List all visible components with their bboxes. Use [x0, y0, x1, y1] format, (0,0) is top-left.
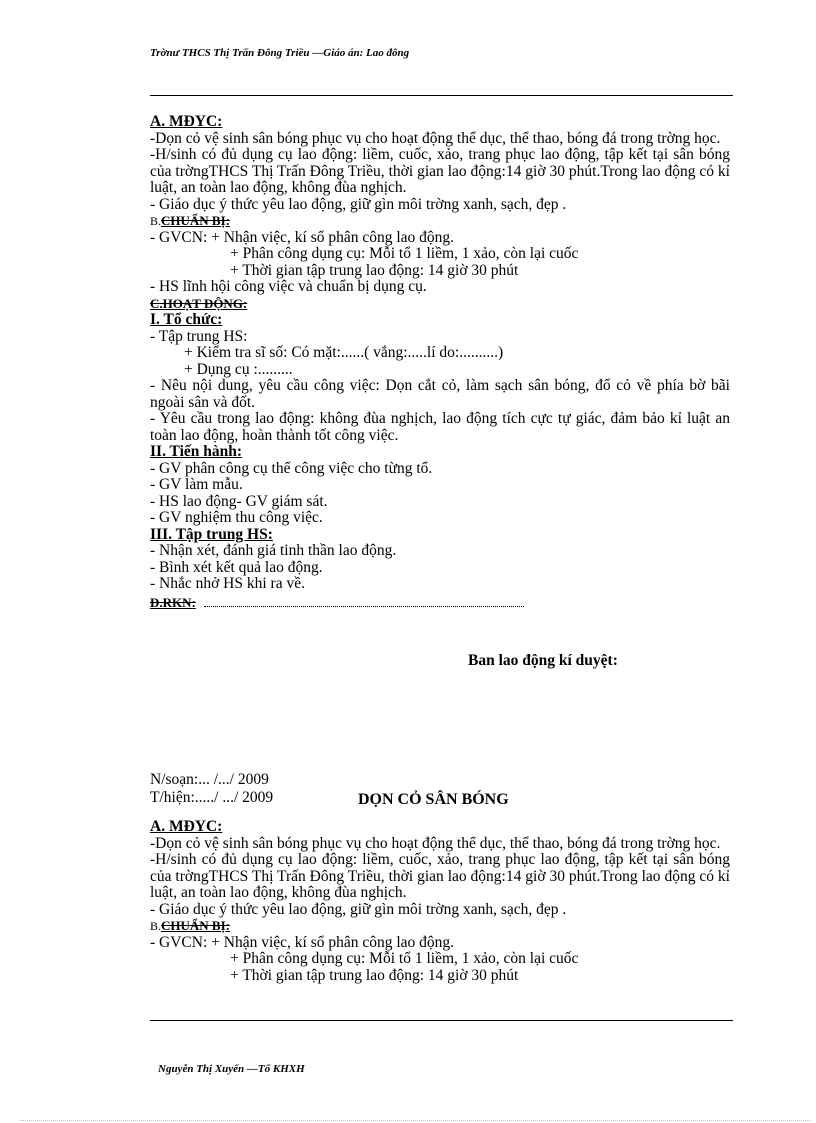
section-a-heading: A. MĐYC: [150, 113, 223, 130]
prep-date: N/soạn:... /.../ 2009 [150, 771, 269, 788]
tools-line: + Phân công dụng cụ: Mỗi tổ 1 liềm, 1 xảo, còn lại cuốc [230, 245, 579, 262]
proc-line-1: - GV phân công cụ thể công việc cho từng tổ. [150, 459, 433, 477]
proc-line-4: - GV nghiệm thu công việc. [150, 509, 323, 526]
tools-check-line: + Dụng cụ :......... [184, 360, 293, 378]
attendance-line: + Kiểm tra sĩ số: Có mặt:......( vắng:.....lí do:..........) [184, 344, 504, 361]
content-paragraph: - Nêu nội dung, yêu cầu công việc: Dọn cắt cỏ, làm sạch sân bóng, đổ cỏ về phía bờ bãi ngoài sân và đốt. [150, 377, 730, 411]
hs-prepare-line: - HS lĩnh hội công việc và chuẩn bị dụng cụ. [150, 278, 427, 295]
requirement-paragraph: - Yêu cầu trong lao động: không đùa nghịch, lao động tích cực tự giác, đảm bảo kỉ luật an toàn lao động, hoàn thành tốt công việc. [150, 410, 730, 444]
gvcn-line: - GVCN: + Nhận việc, kí sổ phân công lao động. [150, 933, 455, 951]
approval-signature-label: Ban lao động kí duyệt: [468, 652, 618, 669]
goal-paragraph: -Dọn cỏ vệ sinh sân bóng phục vụ cho hoạt động thể dục, thể thao, bóng đá trong trờng học. [150, 834, 721, 852]
goal-paragraph: -Dọn cỏ vệ sinh sân bóng phục vụ cho hoạt động thể dục, thể thao, bóng đá trong trờng học. [150, 129, 721, 147]
education-paragraph: - Giáo dục ý thức yêu lao động, giữ gìn môi trờng xanh, sạch, đẹp . [150, 195, 567, 213]
education-paragraph: - Giáo dục ý thức yêu lao động, giữ gìn môi trờng xanh, sạch, đẹp . [150, 900, 567, 918]
page-bottom-dotted-line [20, 1120, 810, 1121]
section-i-heading: I. Tổ chức: [150, 311, 223, 328]
tools-line: + Phân công dụng cụ: Mỗi tổ 1 liềm, 1 xảo, còn lại cuốc [230, 950, 579, 967]
equipment-paragraph: -H/sinh có đủ dụng cụ lao động: liềm, cuốc, xảo, trang phục lao động, tập kết tại sân bóng của trờngTHCS Thị Trấn Đông Triều, thời gian lao động:14 giờ 30 phút.Trong lao động có kỉ luật, an toàn lao động, không đùa nghịch. [150, 146, 730, 196]
lesson-block-2 [150, 819, 730, 984]
page-header: Trờnư THCS Thị Trấn Đông Triều —Giáo án: Lao đông [150, 47, 410, 59]
proc-line-3: - HS lao động- GV giám sát. [150, 492, 328, 510]
section-iii-heading: III. Tập trung HS: [150, 525, 273, 543]
section-d-heading: D.RKN: [150, 595, 730, 612]
gather-line: - Tập trung HS: [150, 327, 248, 345]
section-b-heading: $^{B.}$CHUẨN BỊ: [150, 918, 230, 933]
equipment-paragraph: -H/sinh có đủ dụng cụ lao động: liềm, cuốc, xảo, trang phục lao động, tập kết tại sân bóng của trờngTHCS Thị Trấn Đông Triều, thời gian lao động:14 giờ 30 phút.Trong lao động có kỉ luật, an toàn lao động, không đùa nghịch. [150, 851, 730, 901]
gvcn-line: - GVCN: + Nhận việc, kí sổ phân công lao động. [150, 228, 455, 246]
page-footer: Nguyễn Thị Xuyến —Tổ KHXH [158, 1063, 305, 1075]
dotted-fill-line [204, 596, 524, 607]
lesson-block-1 [150, 114, 730, 611]
header-rule [150, 95, 733, 96]
section-b-heading: $^{B.}$CHUẨN BỊ: [150, 213, 230, 228]
time-line: + Thời gian tập trung lao động: 14 giờ 30 phút [230, 966, 519, 984]
review-line-3: - Nhắc nhở HS khi ra về. [150, 575, 305, 592]
exec-date: T/hiện:...../ .../ 2009 [150, 789, 274, 806]
section-c-heading: C.HOẠT ĐỘNG: [150, 295, 248, 311]
review-line-1: - Nhận xét, đánh giá tinh thần lao động. [150, 542, 397, 559]
section-ii-heading: II. Tiến hành: [150, 443, 243, 460]
review-line-2: - Bình xét kết quả lao động. [150, 558, 323, 576]
section-a-heading: A. MĐYC: [150, 818, 223, 835]
proc-line-2: - GV làm mẫu. [150, 476, 243, 493]
time-line: + Thời gian tập trung lao động: 14 giờ 30 phút [230, 261, 519, 279]
footer-rule [150, 1020, 733, 1021]
lesson-title: DỌN CỎ SÂN BÓNG [358, 791, 509, 808]
